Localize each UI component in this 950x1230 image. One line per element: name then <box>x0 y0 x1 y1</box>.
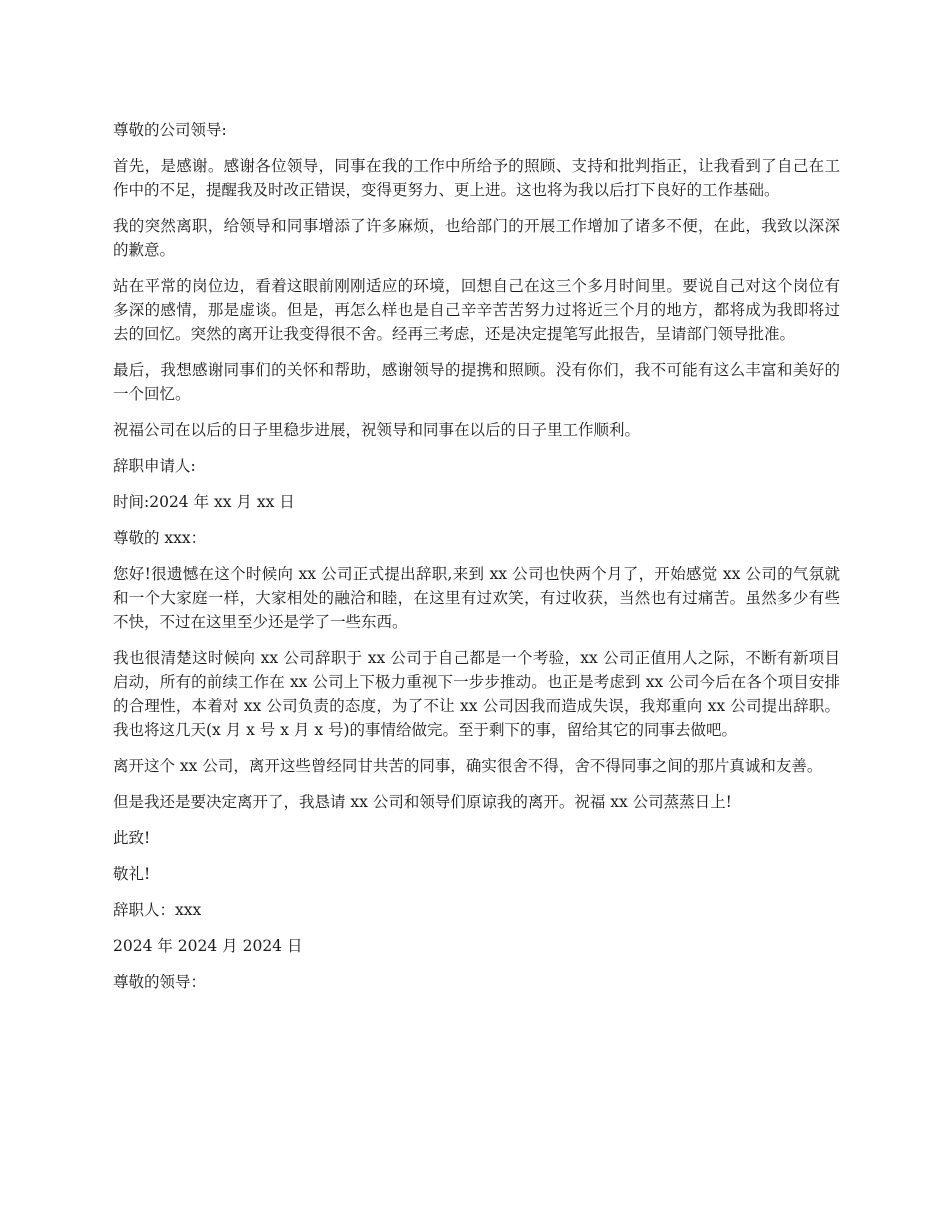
paragraph-greeting: 您好!很遗憾在这个时候向 xx 公司正式提出辞职,来到 xx 公司也快两个月了，开始感觉 xx 公司的气氛就和一个大家庭一样，大家相处的融洽和睦，在这里有过欢笑，有过收获，当然也有过痛苦。虽然多少有些不快，不过在这里至少还是学了一些东西。 <box>113 565 840 631</box>
signature-date: 2024 年 2024 月 2024 日 <box>113 937 303 955</box>
signature-line: 辞职人：xxx <box>113 901 202 919</box>
paragraph-reflection: 站在平常的岗位边，看着这眼前刚刚适应的环境，回想自己在这三个多月时间里。要说自己对这个岗位有多深的感情，那是虚谈。但是，再怎么样也是自己辛辛苦苦努力过将近三个月的地方，都将成为我即将过去的回忆。突然的离开让我变得很不舍。经再三考虑，还是决定提笔写此报告，呈请部门领导批准。 <box>113 277 840 343</box>
salutation-company-leaders: 尊敬的公司领导: <box>113 121 227 139</box>
salutation-xxx: 尊敬的 xxx： <box>113 529 207 547</box>
paragraph-apology: 我的突然离职，给领导和同事增添了许多麻烦，也给部门的开展工作增加了诸多不便，在此，我致以深深的歉意。 <box>113 217 840 259</box>
paragraph-thanks: 最后，我想感谢同事们的关怀和帮助，感谢领导的提携和照顾。没有你们，我不可能有这么丰富和美好的一个回忆。 <box>113 361 840 403</box>
paragraph-leaving: 离开这个 xx 公司，离开这些曾经同甘共苦的同事，确实很舍不得，舍不得同事之间的那片真诚和友善。 <box>113 757 823 775</box>
salutation-leader: 尊敬的领导： <box>113 973 207 991</box>
paragraph-gratitude: 首先，是感谢。感谢各位领导，同事在我的工作中所给予的照顾、支持和批判指正，让我看到了自己在工作中的不足，提醒我及时改正错误，变得更努力、更上进。这也将为我以后打下良好的工作基础。 <box>113 157 840 199</box>
date-line: 时间:2024 年 xx 月 xx 日 <box>113 493 295 511</box>
closing-jingli: 敬礼! <box>113 865 151 883</box>
applicant-label: 辞职申请人: <box>113 457 196 475</box>
paragraph-wishes: 祝福公司在以后的日子里稳步进展，祝领导和同事在以后的日子里工作顺利。 <box>113 421 641 439</box>
closing-cizhi: 此致! <box>113 829 151 847</box>
document-body <box>113 118 840 1006</box>
paragraph-blessing: 但是我还是要决定离开了，我恳请 xx 公司和领导们原谅我的离开。祝福 xx 公司蒸蒸日上! <box>113 793 732 811</box>
paragraph-consideration: 我也很清楚这时候向 xx 公司辞职于 xx 公司于自己都是一个考验，xx 公司正值用人之际，不断有新项目启动，所有的前续工作在 xx 公司上下极力重视下一步步推动。也正是考虑到 xx 公司今后在各个项目安排的合理性，本着对 xx 公司负责的态度，为了不让 xx 公司因我而造成失误，我郑重向 xx 公司提出辞职。我也将这几天(x 月 x 号 x 月 x 号)的事情给做完。至于剩下的事，留给其它的同事去做吧。 <box>113 649 840 739</box>
